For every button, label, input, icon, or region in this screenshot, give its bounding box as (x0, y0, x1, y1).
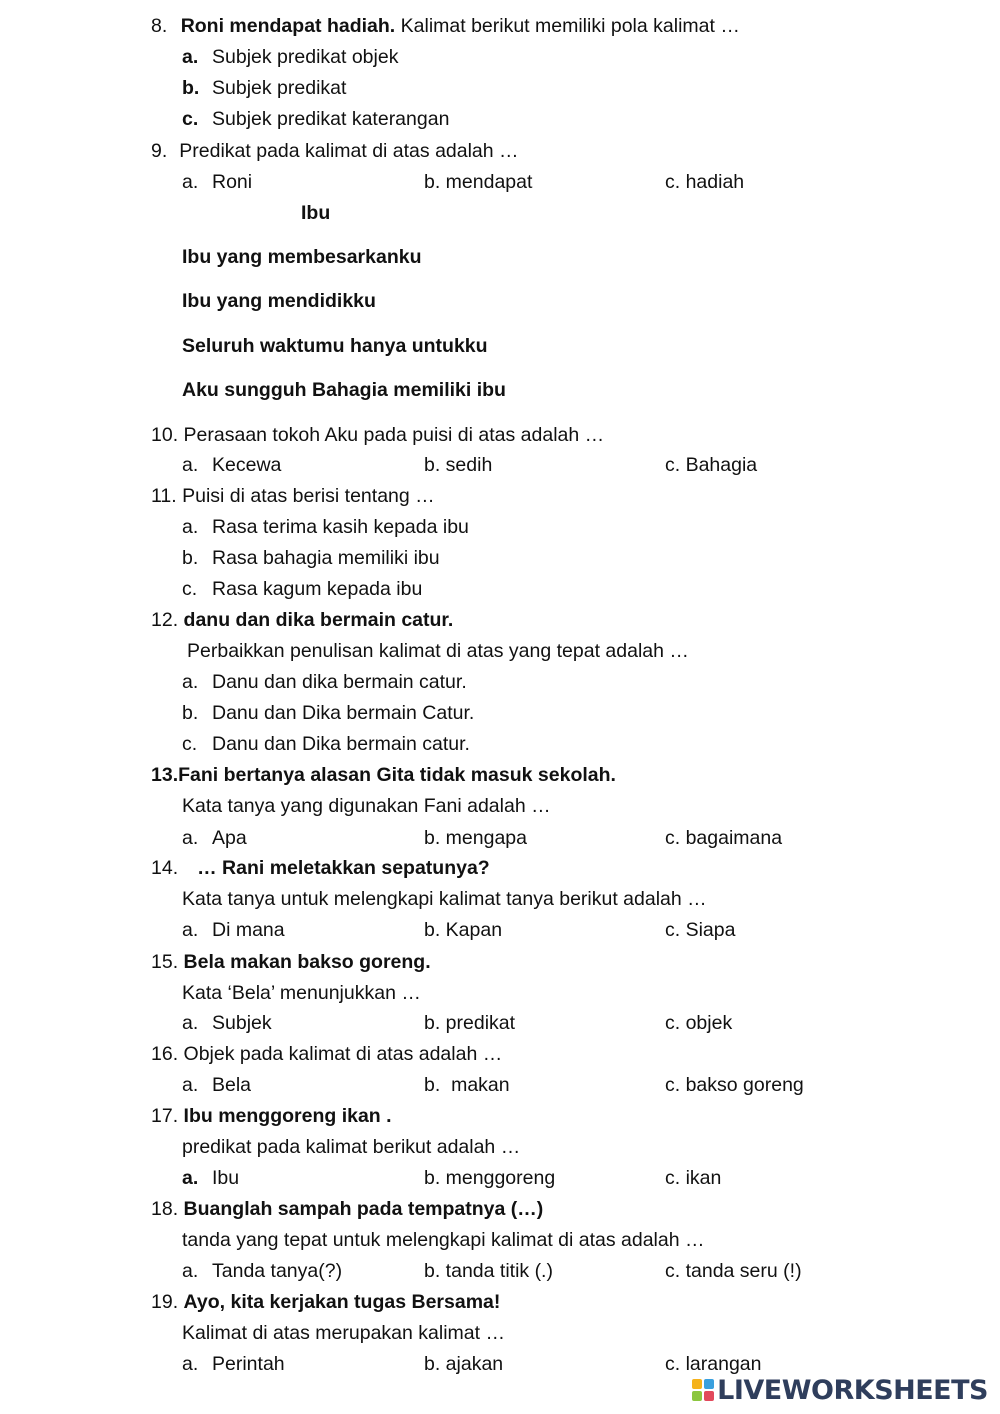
question-16-stem (151, 1042, 502, 1066)
question-11-stem (151, 484, 435, 508)
liveworksheets-logo (692, 1374, 988, 1406)
poem-line: Seluruh waktumu hanya untukku (182, 335, 488, 357)
option-b[interactable]: b. Subjek predikat (182, 77, 347, 99)
question-number: 16. (151, 1043, 179, 1065)
option-b[interactable]: b. tanda titik (.) (424, 1260, 553, 1282)
question-10-stem (151, 423, 604, 447)
option-a[interactable]: a. Perintah (182, 1353, 285, 1375)
question-number: 9. (151, 140, 168, 162)
question-instruction: Kata tanya yang digunakan Fani adalah … (182, 795, 551, 817)
question-12-stem (151, 608, 453, 632)
question-instruction: Kalimat di atas merupakan kalimat … (182, 1322, 505, 1344)
option-c[interactable]: c. bakso goreng (665, 1074, 804, 1096)
question-number: 12. (151, 609, 179, 631)
option-a[interactable]: a. Ibu (182, 1167, 240, 1189)
option-a[interactable]: a. Di mana (182, 919, 285, 941)
question-number: 11. (151, 485, 177, 507)
question-sentence: danu dan dika bermain catur. (183, 609, 454, 631)
option-a[interactable]: a. Roni (182, 171, 253, 193)
question-number: 8. (151, 15, 168, 37)
question-instruction: Kata ‘Bela’ menunjukkan … (182, 982, 421, 1004)
question-number: 14. (151, 857, 179, 879)
option-b[interactable]: b. predikat (424, 1012, 516, 1034)
question-17-stem (151, 1104, 392, 1128)
option-a[interactable]: a. Subjek predikat objek (182, 46, 399, 68)
poem-title: Ibu (301, 202, 331, 224)
question-number: 18. (151, 1198, 179, 1220)
question-number: 17. (151, 1105, 179, 1127)
option-b[interactable]: b. Rasa bahagia memiliki ibu (182, 547, 440, 569)
option-c[interactable]: c. Subjek predikat katerangan (182, 108, 450, 130)
option-c[interactable]: c. Rasa kagum kepada ibu (182, 578, 423, 600)
question-8-stem (0, 14, 740, 38)
option-b[interactable]: b. mendapat (424, 171, 533, 193)
option-c[interactable]: c. Siapa (665, 919, 736, 941)
liveworksheets-logo-text: LIVEWORKSHEETS (717, 1374, 988, 1406)
option-c[interactable]: c. ikan (665, 1167, 722, 1189)
question-number: 10. (151, 424, 179, 446)
option-c[interactable]: c. objek (665, 1012, 733, 1034)
question-sentence: Bela makan bakso goreng. (183, 951, 431, 973)
option-b[interactable]: b. mengapa (424, 827, 527, 849)
question-instruction: tanda yang tepat untuk melengkapi kalimat di atas adalah … (182, 1229, 705, 1251)
question-18-stem (151, 1197, 543, 1221)
logo-tile (704, 1391, 714, 1401)
option-b[interactable]: b. sedih (424, 454, 493, 476)
question-prompt: Puisi di atas berisi tentang … (182, 485, 435, 507)
logo-tile (692, 1391, 702, 1401)
poem-line: Ibu yang mendidikku (182, 290, 376, 312)
question-prompt: Perasaan tokoh Aku pada puisi di atas adalah … (183, 424, 605, 446)
question-prompt: Kalimat berikut memiliki pola kalimat … (395, 15, 740, 37)
question-sentence: … Rani meletakkan sepatunya? (197, 857, 490, 879)
question-instruction: Perbaikkan penulisan kalimat di atas yang tepat adalah … (187, 640, 689, 662)
option-a[interactable]: a. Subjek (182, 1012, 272, 1034)
option-c[interactable]: c. bagaimana (665, 827, 783, 849)
question-13-stem: 13.Fani bertanya alasan Gita tidak masuk sekolah. (151, 764, 616, 786)
option-c[interactable]: c. Danu dan Dika bermain catur. (182, 733, 470, 755)
question-sentence: Ayo, kita kerjakan tugas Bersama! (183, 1291, 501, 1313)
option-a[interactable]: a. Kecewa (182, 454, 282, 476)
question-14-stem (151, 856, 490, 880)
option-c[interactable]: c. larangan (665, 1353, 762, 1375)
poem-line: Aku sungguh Bahagia memiliki ibu (182, 379, 506, 401)
logo-tile (704, 1379, 714, 1389)
logo-tile (692, 1379, 702, 1389)
option-a[interactable]: a. Tanda tanya(?) (182, 1260, 343, 1282)
question-9-stem (151, 139, 519, 163)
option-b[interactable]: b. Danu dan Dika bermain Catur. (182, 702, 475, 724)
question-instruction: predikat pada kalimat berikut adalah … (182, 1136, 521, 1158)
option-a[interactable]: a. Bela (182, 1074, 252, 1096)
question-sentence: Roni mendapat hadiah. (180, 15, 396, 37)
option-a[interactable]: a. Rasa terima kasih kepada ibu (182, 516, 469, 538)
option-c[interactable]: c. tanda seru (!) (665, 1260, 802, 1282)
question-prompt: Predikat pada kalimat di atas adalah … (179, 140, 519, 162)
option-a[interactable]: a. Danu dan dika bermain catur. (182, 671, 467, 693)
question-prompt: Objek pada kalimat di atas adalah … (183, 1043, 503, 1065)
question-15-stem (151, 950, 431, 974)
poem-line: Ibu yang membesarkanku (182, 246, 422, 268)
question-19-stem (151, 1290, 500, 1314)
question-number: 15. (151, 951, 179, 973)
question-sentence: Buanglah sampah pada tempatnya (…) (183, 1198, 544, 1220)
option-a[interactable]: a. Apa (182, 827, 247, 849)
liveworksheets-logo-icon (692, 1379, 714, 1401)
option-c[interactable]: c. hadiah (665, 171, 745, 193)
option-b[interactable]: b. ajakan (424, 1353, 504, 1375)
option-c[interactable]: c. Bahagia (665, 454, 758, 476)
question-instruction: Kata tanya untuk melengkapi kalimat tanya berikut adalah … (182, 888, 707, 910)
option-b[interactable]: b. menggoreng (424, 1167, 556, 1189)
option-b[interactable]: b. makan (424, 1074, 510, 1096)
question-sentence: Ibu menggoreng ikan . (183, 1105, 392, 1127)
question-number: 19. (151, 1291, 179, 1313)
option-b[interactable]: b. Kapan (424, 919, 503, 941)
